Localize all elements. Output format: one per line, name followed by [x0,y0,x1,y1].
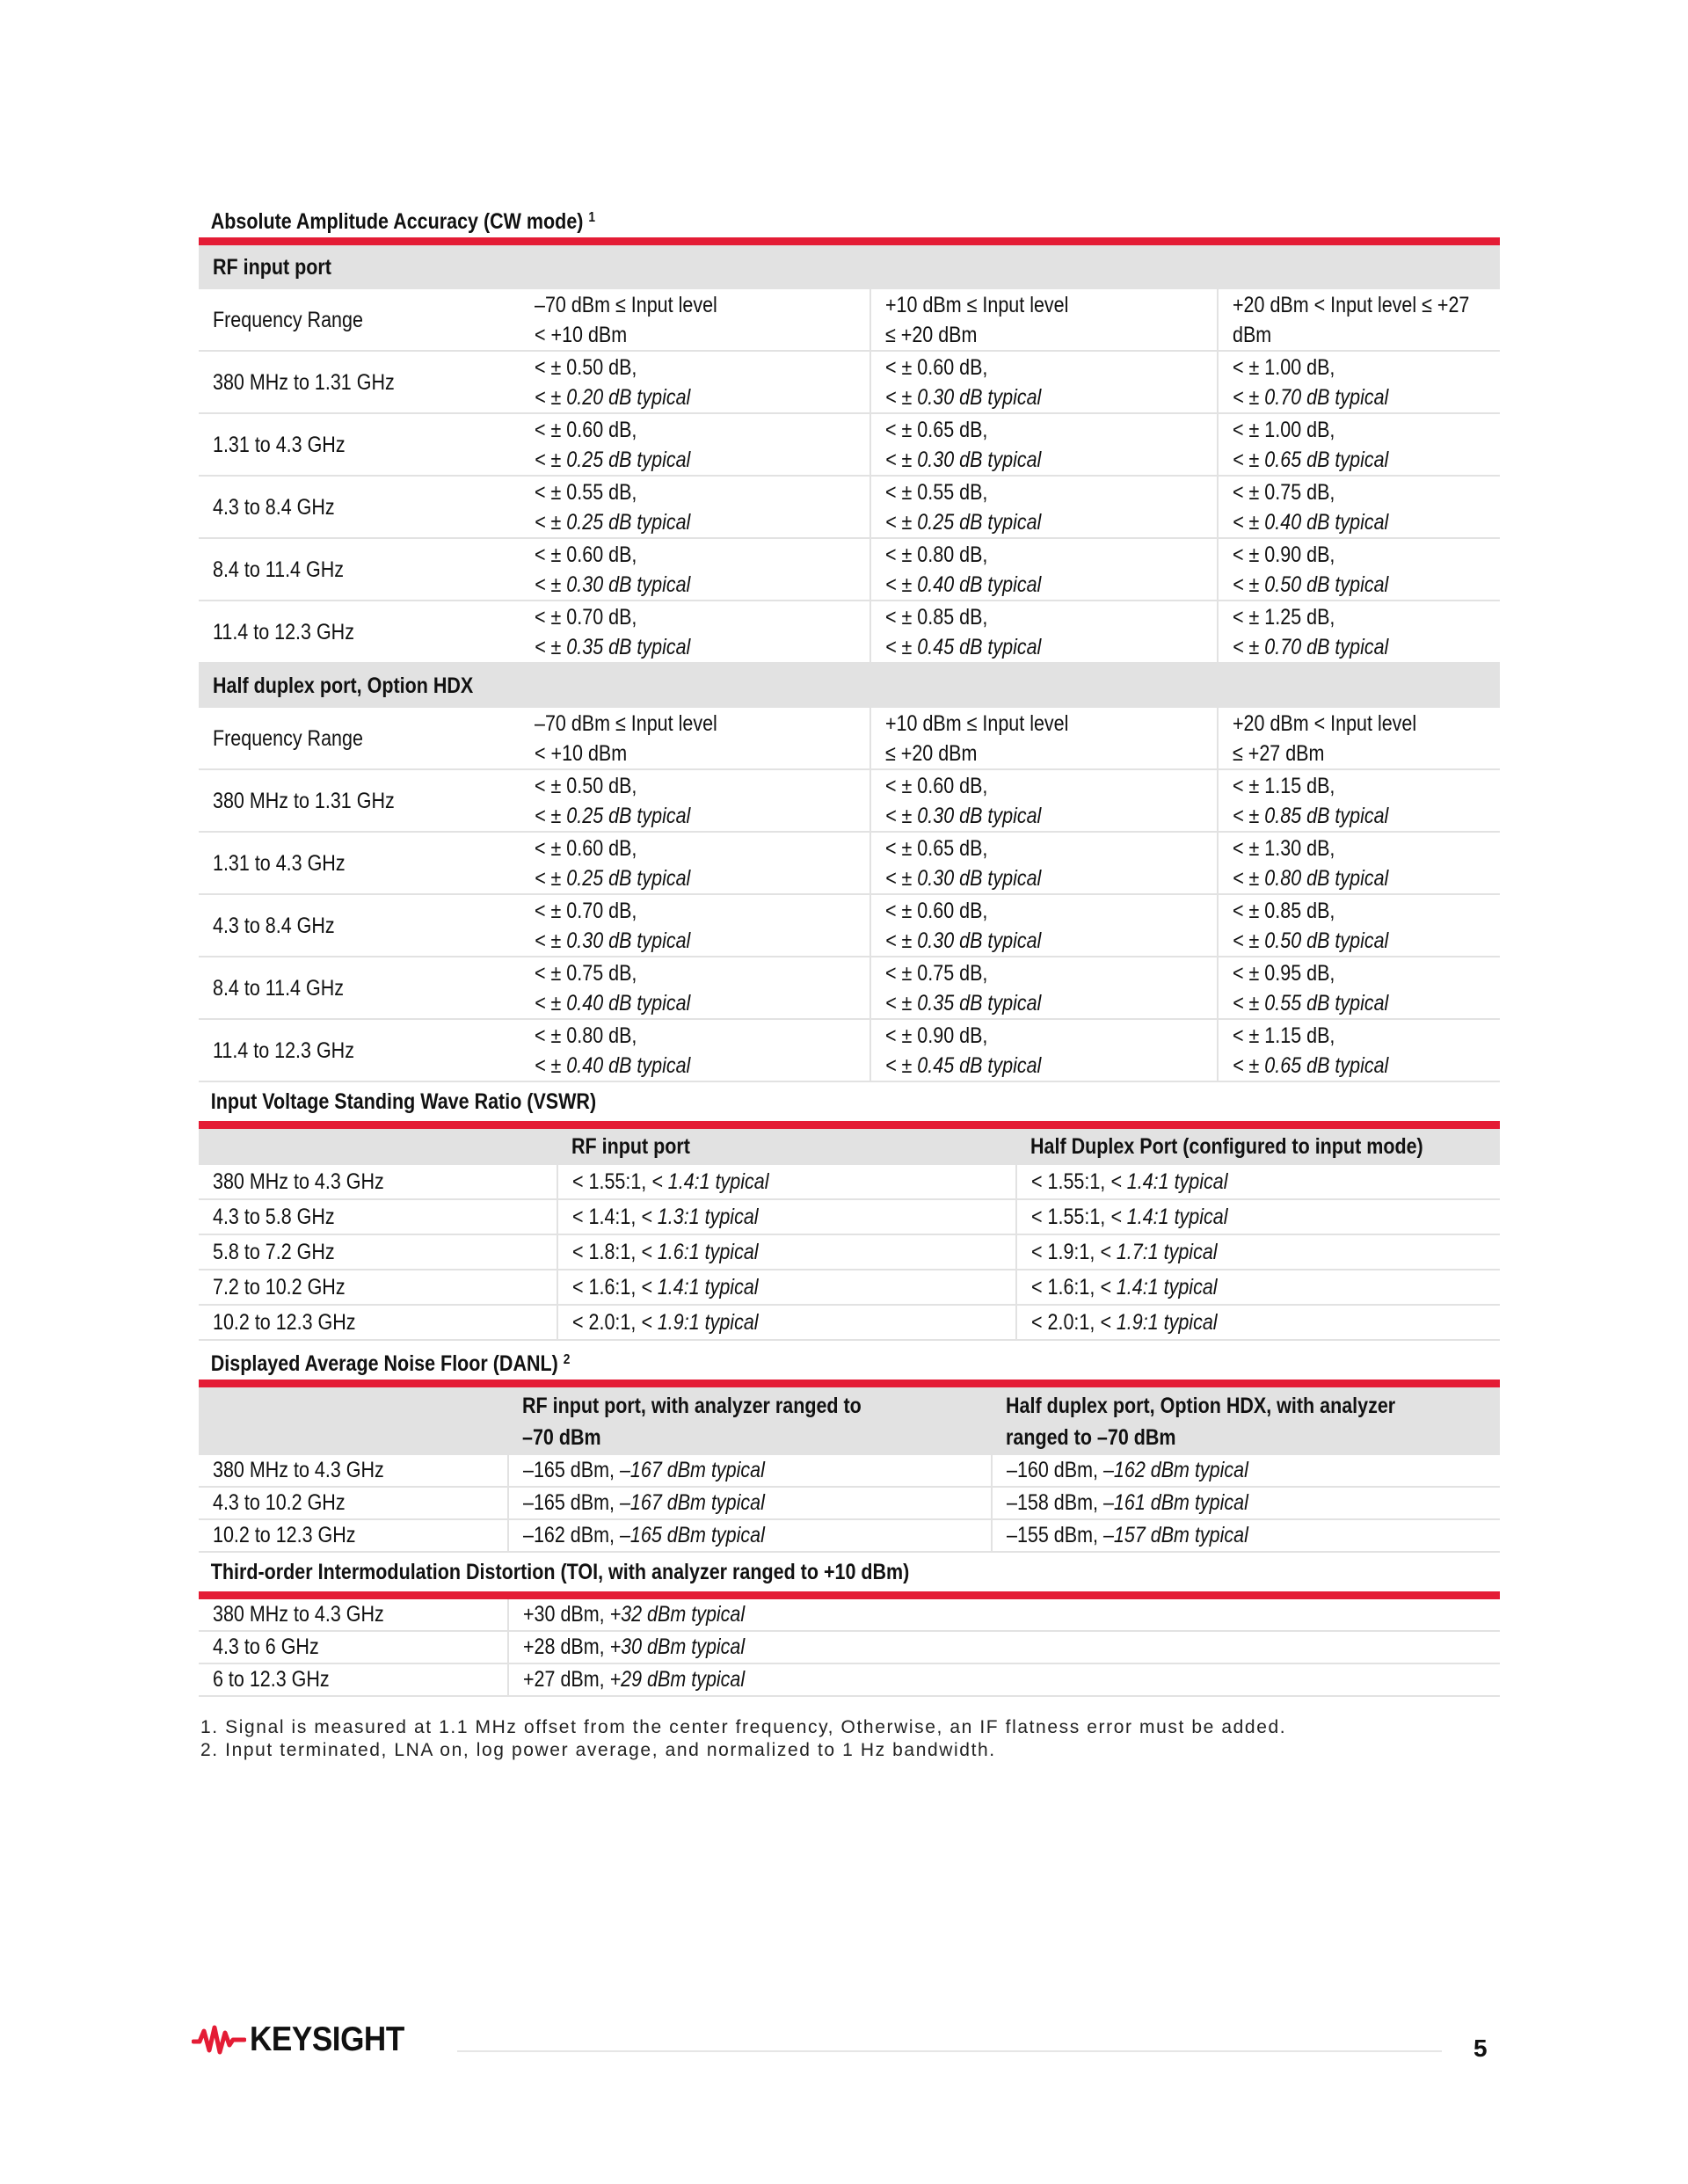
accuracy-cell: < ± 1.25 dB, < ± 0.70 dB typical [1218,601,1500,663]
frequency-range-header: Frequency Range [199,289,520,351]
accuracy-cell: < ± 0.50 dB, < ± 0.25 dB typical [520,769,870,832]
column-header: Half duplex port, Option HDX, with analyzer ranged to –70 dBm [992,1387,1500,1455]
accuracy-cell: < ± 0.85 dB, < ± 0.45 dB typical [870,601,1218,663]
subsection-label: Half duplex port, Option HDX [199,663,1500,708]
table-row [199,1599,1500,1631]
section-divider [199,1121,1500,1129]
waveform-logo-icon [192,2022,246,2057]
frequency-cell: 380 MHz to 4.3 GHz [199,1599,508,1631]
toi-cell: +28 dBm, +30 dBm typical [508,1631,1500,1663]
accuracy-cell: < ± 0.55 dB, < ± 0.25 dB typical [520,476,870,538]
footnotes [199,1716,1500,1762]
level-header: +10 dBm ≤ Input level ≤ +20 dBm [870,708,1218,769]
accuracy-cell: < ± 0.90 dB, < ± 0.50 dB typical [1218,538,1500,601]
level-header: +10 dBm ≤ Input level ≤ +20 dBm [870,289,1218,351]
level-header: +20 dBm < Input level ≤ +27 dBm [1218,289,1500,351]
vswr-cell: < 1.55:1, < 1.4:1 typical [1016,1165,1500,1199]
frequency-cell: 4.3 to 10.2 GHz [199,1487,508,1519]
frequency-range-header: Frequency Range [199,708,520,769]
vswr-cell: < 1.55:1, < 1.4:1 typical [1016,1199,1500,1234]
frequency-cell: 8.4 to 11.4 GHz [199,538,520,601]
level-header: +20 dBm < Input level ≤ +27 dBm [1218,708,1500,769]
table-row [199,894,1500,957]
frequency-cell: 380 MHz to 1.31 GHz [199,351,520,413]
vswr-cell: < 1.4:1, < 1.3:1 typical [557,1199,1016,1234]
level-header: –70 dBm ≤ Input level < +10 dBm [520,289,870,351]
accuracy-cell: < ± 1.00 dB, < ± 0.70 dB typical [1218,351,1500,413]
accuracy-cell: < ± 0.80 dB, < ± 0.40 dB typical [870,538,1218,601]
frequency-cell: 5.8 to 7.2 GHz [199,1234,557,1270]
table-row [199,1270,1500,1305]
toi-cell: +30 dBm, +32 dBm typical [508,1599,1500,1631]
footnote-2: 2. Input terminated, LNA on, log power average, and normalized to 1 Hz bandwidth. [200,1740,996,1760]
vswr-cell: < 1.8:1, < 1.6:1 typical [557,1234,1016,1270]
table-row [199,769,1500,832]
accuracy-cell: < ± 0.50 dB, < ± 0.20 dB typical [520,351,870,413]
accuracy-cell: < ± 0.70 dB, < ± 0.30 dB typical [520,894,870,957]
subsection-label: RF input port [199,245,1500,289]
accuracy-cell: < ± 0.65 dB, < ± 0.30 dB typical [870,413,1218,476]
accuracy-cell: < ± 0.60 dB, < ± 0.30 dB typical [520,538,870,601]
accuracy-cell: < ± 0.55 dB, < ± 0.25 dB typical [870,476,1218,538]
danl-cell: –155 dBm, –157 dBm typical [992,1519,1500,1552]
frequency-cell: 4.3 to 8.4 GHz [199,476,520,538]
table-row [199,1165,1500,1199]
danl-cell: –160 dBm, –162 dBm typical [992,1455,1500,1487]
danl-title: Displayed Average Noise Floor (DANL) $^2$ [210,1351,571,1376]
column-header-row [199,1387,1500,1455]
danl-cell: –165 dBm, –167 dBm typical [508,1455,992,1487]
accuracy-cell: < ± 0.75 dB, < ± 0.35 dB typical [870,957,1218,1019]
subsection-row [199,245,1500,289]
table-row [199,538,1500,601]
logo-wordmark: KEYSIGHT [250,2020,404,2058]
section-divider [199,1591,1500,1599]
accuracy-cell: < ± 0.75 dB, < ± 0.40 dB typical [1218,476,1500,538]
frequency-cell: 380 MHz to 4.3 GHz [199,1165,557,1199]
level-header: –70 dBm ≤ Input level < +10 dBm [520,708,870,769]
table-row [199,1631,1500,1663]
frequency-cell: 8.4 to 11.4 GHz [199,957,520,1019]
table-row [199,351,1500,413]
vswr-title: Input Voltage Standing Wave Ratio (VSWR) [210,1089,597,1114]
footer-rule [457,2050,1442,2052]
section-divider [199,237,1500,245]
frequency-cell: 11.4 to 12.3 GHz [199,601,520,663]
vswr-cell: < 1.9:1, < 1.7:1 typical [1016,1234,1500,1270]
accuracy-cell: < ± 0.75 dB, < ± 0.40 dB typical [520,957,870,1019]
table-row [199,1663,1500,1696]
frequency-cell: 380 MHz to 1.31 GHz [199,769,520,832]
table-row [199,413,1500,476]
accuracy-cell: < ± 1.15 dB, < ± 0.85 dB typical [1218,769,1500,832]
accuracy-cell: < ± 0.80 dB, < ± 0.40 dB typical [520,1019,870,1081]
accuracy-cell: < ± 0.60 dB, < ± 0.30 dB typical [870,894,1218,957]
vswr-cell: < 2.0:1, < 1.9:1 typical [1016,1305,1500,1340]
danl-table [199,1387,1500,1553]
frequency-cell: 380 MHz to 4.3 GHz [199,1455,508,1487]
accuracy-cell: < ± 1.15 dB, < ± 0.65 dB typical [1218,1019,1500,1081]
column-header-row [199,1129,1500,1165]
column-header-row [199,289,1500,351]
toi-title: Third-order Intermodulation Distortion (TOI, with analyzer ranged to +10 dBm) [210,1560,910,1584]
frequency-cell: 10.2 to 12.3 GHz [199,1305,557,1340]
column-header-row [199,708,1500,769]
subsection-row [199,663,1500,708]
table-row [199,1455,1500,1487]
footnote-1: 1. Signal is measured at 1.1 MHz offset from the center frequency, Otherwise, an IF flatness error must be added. [200,1717,1287,1737]
vswr-table [199,1129,1500,1341]
accuracy-cell: < ± 1.00 dB, < ± 0.65 dB typical [1218,413,1500,476]
accuracy-cell: < ± 0.60 dB, < ± 0.25 dB typical [520,413,870,476]
table-row [199,1019,1500,1081]
table-row [199,476,1500,538]
frequency-cell: 11.4 to 12.3 GHz [199,1019,520,1081]
danl-cell: –162 dBm, –165 dBm typical [508,1519,992,1552]
accuracy-cell: < ± 0.70 dB, < ± 0.35 dB typical [520,601,870,663]
accuracy-cell: < ± 0.85 dB, < ± 0.50 dB typical [1218,894,1500,957]
accuracy-cell: < ± 0.90 dB, < ± 0.45 dB typical [870,1019,1218,1081]
vswr-cell: < 1.55:1, < 1.4:1 typical [557,1165,1016,1199]
accuracy-cell: < ± 0.95 dB, < ± 0.55 dB typical [1218,957,1500,1019]
vswr-cell: < 1.6:1, < 1.4:1 typical [1016,1270,1500,1305]
table-row [199,1199,1500,1234]
frequency-cell: 4.3 to 8.4 GHz [199,894,520,957]
frequency-cell: 1.31 to 4.3 GHz [199,413,520,476]
vswr-cell: < 1.6:1, < 1.4:1 typical [557,1270,1016,1305]
table-row [199,1234,1500,1270]
section-divider [199,1380,1500,1387]
page-number: 5 [1473,2035,1488,2062]
column-header: RF input port, with analyzer ranged to –70 dBm [508,1387,992,1455]
accuracy-cell: < ± 0.60 dB, < ± 0.25 dB typical [520,832,870,894]
table-row [199,601,1500,663]
table-row [199,957,1500,1019]
column-header [199,1387,508,1455]
vswr-cell: < 2.0:1, < 1.9:1 typical [557,1305,1016,1340]
danl-cell: –165 dBm, –167 dBm typical [508,1487,992,1519]
accuracy-cell: < ± 1.30 dB, < ± 0.80 dB typical [1218,832,1500,894]
frequency-cell: 4.3 to 6 GHz [199,1631,508,1663]
frequency-cell: 1.31 to 4.3 GHz [199,832,520,894]
document-body [199,199,1500,1762]
toi-cell: +27 dBm, +29 dBm typical [508,1663,1500,1696]
danl-cell: –158 dBm, –161 dBm typical [992,1487,1500,1519]
frequency-cell: 4.3 to 5.8 GHz [199,1199,557,1234]
keysight-logo [192,2020,421,2059]
amplitude-accuracy-title: Absolute Amplitude Accuracy (CW mode) $^1$ [210,209,596,234]
frequency-cell: 6 to 12.3 GHz [199,1663,508,1696]
column-header [199,1129,557,1165]
toi-table [199,1599,1500,1697]
table-row [199,1487,1500,1519]
table-row [199,1305,1500,1340]
frequency-cell: 10.2 to 12.3 GHz [199,1519,508,1552]
table-row [199,1519,1500,1552]
accuracy-cell: < ± 0.60 dB, < ± 0.30 dB typical [870,769,1218,832]
accuracy-cell: < ± 0.60 dB, < ± 0.30 dB typical [870,351,1218,413]
amplitude-accuracy-table [199,245,1500,1082]
accuracy-cell: < ± 0.65 dB, < ± 0.30 dB typical [870,832,1218,894]
column-header: RF input port [557,1129,1016,1165]
table-row [199,832,1500,894]
frequency-cell: 7.2 to 10.2 GHz [199,1270,557,1305]
column-header: Half Duplex Port (configured to input mode) [1016,1129,1500,1165]
